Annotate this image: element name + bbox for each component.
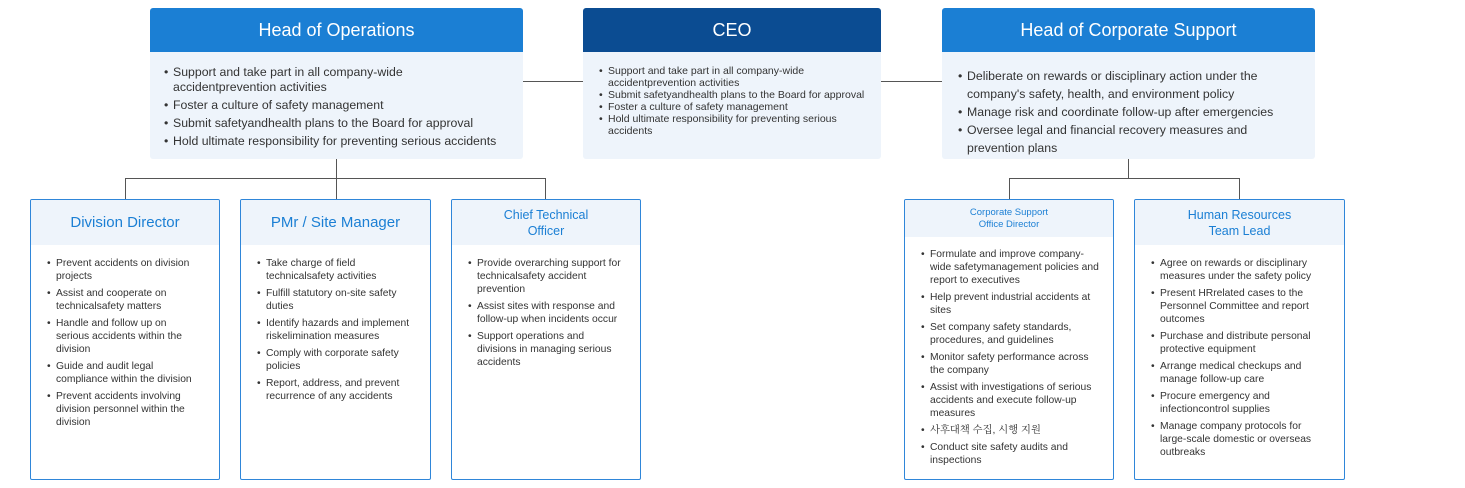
office-director-title-line1: Corporate Support [969,206,1049,218]
connector-ceo-corporate [881,81,942,82]
list-item: • Manage company protocols for large-scale domestic or overseas outbreaks [1151,420,1330,459]
site-manager-list [241,245,430,403]
list-item: • Foster a culture of safety management [164,98,503,113]
head-of-operations-title: Head of Operations [150,8,523,52]
list-item: • Handle and follow up on serious accidents within the division [47,317,201,356]
list-item: • Submit safetyandhealth plans to the Board for approval [164,116,503,131]
corporate-support-office-director-list [905,237,1113,467]
division-director-title: Division Director [31,200,219,245]
connector-site-drop [336,178,337,199]
head-of-corporate-support-title: Head of Corporate Support [942,8,1315,52]
ceo-card [583,8,881,159]
list-item: • Assist sites with response and follow-up when incidents occur [468,300,626,326]
list-item: • Guide and audit legal compliance within the division [47,360,201,386]
ceo-title: CEO [583,8,881,52]
ceo-list [583,52,881,137]
connector-office-drop [1009,178,1010,199]
list-item: • Support operations and divisions in managing serious accidents [468,330,626,369]
list-item: • Take charge of field technicalsafety activities [257,257,416,283]
connector-corp-horizontal [1009,178,1240,179]
division-director-card [30,199,220,480]
chief-technical-officer-title [452,200,640,245]
hr-title-line2: Team Lead [1208,223,1271,238]
connector-ops-down [336,159,337,178]
list-item: • Conduct site safety audits and inspections [921,441,1099,467]
list-item: • Hold ultimate responsibility for preventing serious accidents [599,113,865,137]
hr-team-lead-card [1134,199,1345,480]
list-item: • Fulfill statutory on-site safety duties [257,287,416,313]
list-item: • Assist with investigations of serious accidents and execute follow-up measures [921,381,1099,420]
division-director-list [31,245,219,429]
head-of-operations-list [150,52,523,149]
list-item: • Agree on rewards or disciplinary measures under the safety policy [1151,257,1330,283]
site-manager-title: PMr / Site Manager [241,200,430,245]
list-item: • Report, address, and prevent recurrence of any accidents [257,377,416,403]
list-item: • Provide overarching support for technicalsafety accident prevention [468,257,626,296]
list-item: • Manage risk and coordinate follow-up after emergencies [958,103,1275,121]
list-item: • Formulate and improve company-wide safetymanagement policies and report to executives [921,248,1099,287]
connector-division-drop [125,178,126,199]
list-item: • Present HRrelated cases to the Personnel Committee and report outcomes [1151,287,1330,326]
connector-hr-drop [1239,178,1240,199]
list-item: • Foster a culture of safety management [599,101,865,113]
chief-technical-officer-list [452,245,640,369]
list-item: • Set company safety standards, procedures, and guidelines [921,321,1099,347]
list-item: • Arrange medical checkups and manage follow-up care [1151,360,1330,386]
list-item: • Help prevent industrial accidents at sites [921,291,1099,317]
list-item: • Assist and cooperate on technicalsafety matters [47,287,201,313]
list-item: • Prevent accidents on division projects [47,257,201,283]
list-item: • Monitor safety performance across the company [921,351,1099,377]
list-item: • Submit safetyandhealth plans to the Board for approval [599,89,865,101]
hr-team-lead-list [1135,245,1344,459]
connector-cto-drop [545,178,546,199]
list-item: • Deliberate on rewards or disciplinary action under the company's safety, health, and environment policy [958,67,1275,103]
cto-title-line2: Officer [527,223,565,238]
office-director-title-line2: Office Director [978,218,1040,230]
connector-ops-ceo [523,81,583,82]
head-of-corporate-support-card [942,8,1315,159]
list-item: • Purchase and distribute personal protective equipment [1151,330,1330,356]
connector-corp-down [1128,159,1129,178]
corporate-support-office-director-card [904,199,1114,480]
list-item: • Oversee legal and financial recovery measures and prevention plans [958,121,1275,157]
list-item: • 사후대책 수집, 시행 지원 [921,424,1099,437]
cto-title-line1: Chief Technical [503,207,589,222]
site-manager-card [240,199,431,480]
list-item: • Prevent accidents involving division personnel within the division [47,390,201,429]
list-item: • Comply with corporate safety policies [257,347,416,373]
list-item: • Procure emergency and infectioncontrol supplies [1151,390,1330,416]
head-of-operations-card [150,8,523,159]
list-item: • Hold ultimate responsibility for preventing serious accidents [164,134,503,149]
head-of-corporate-support-list [942,52,1315,157]
list-item: • Identify hazards and implement riskelimination measures [257,317,416,343]
corporate-support-office-director-title [905,200,1113,237]
hr-team-lead-title [1135,200,1344,245]
list-item: • Support and take part in all company-wide accidentprevention activities [599,65,865,89]
list-item: • Support and take part in all company-wide accidentprevention activities [164,65,503,95]
hr-title-line1: Human Resources [1187,207,1292,222]
chief-technical-officer-card [451,199,641,480]
